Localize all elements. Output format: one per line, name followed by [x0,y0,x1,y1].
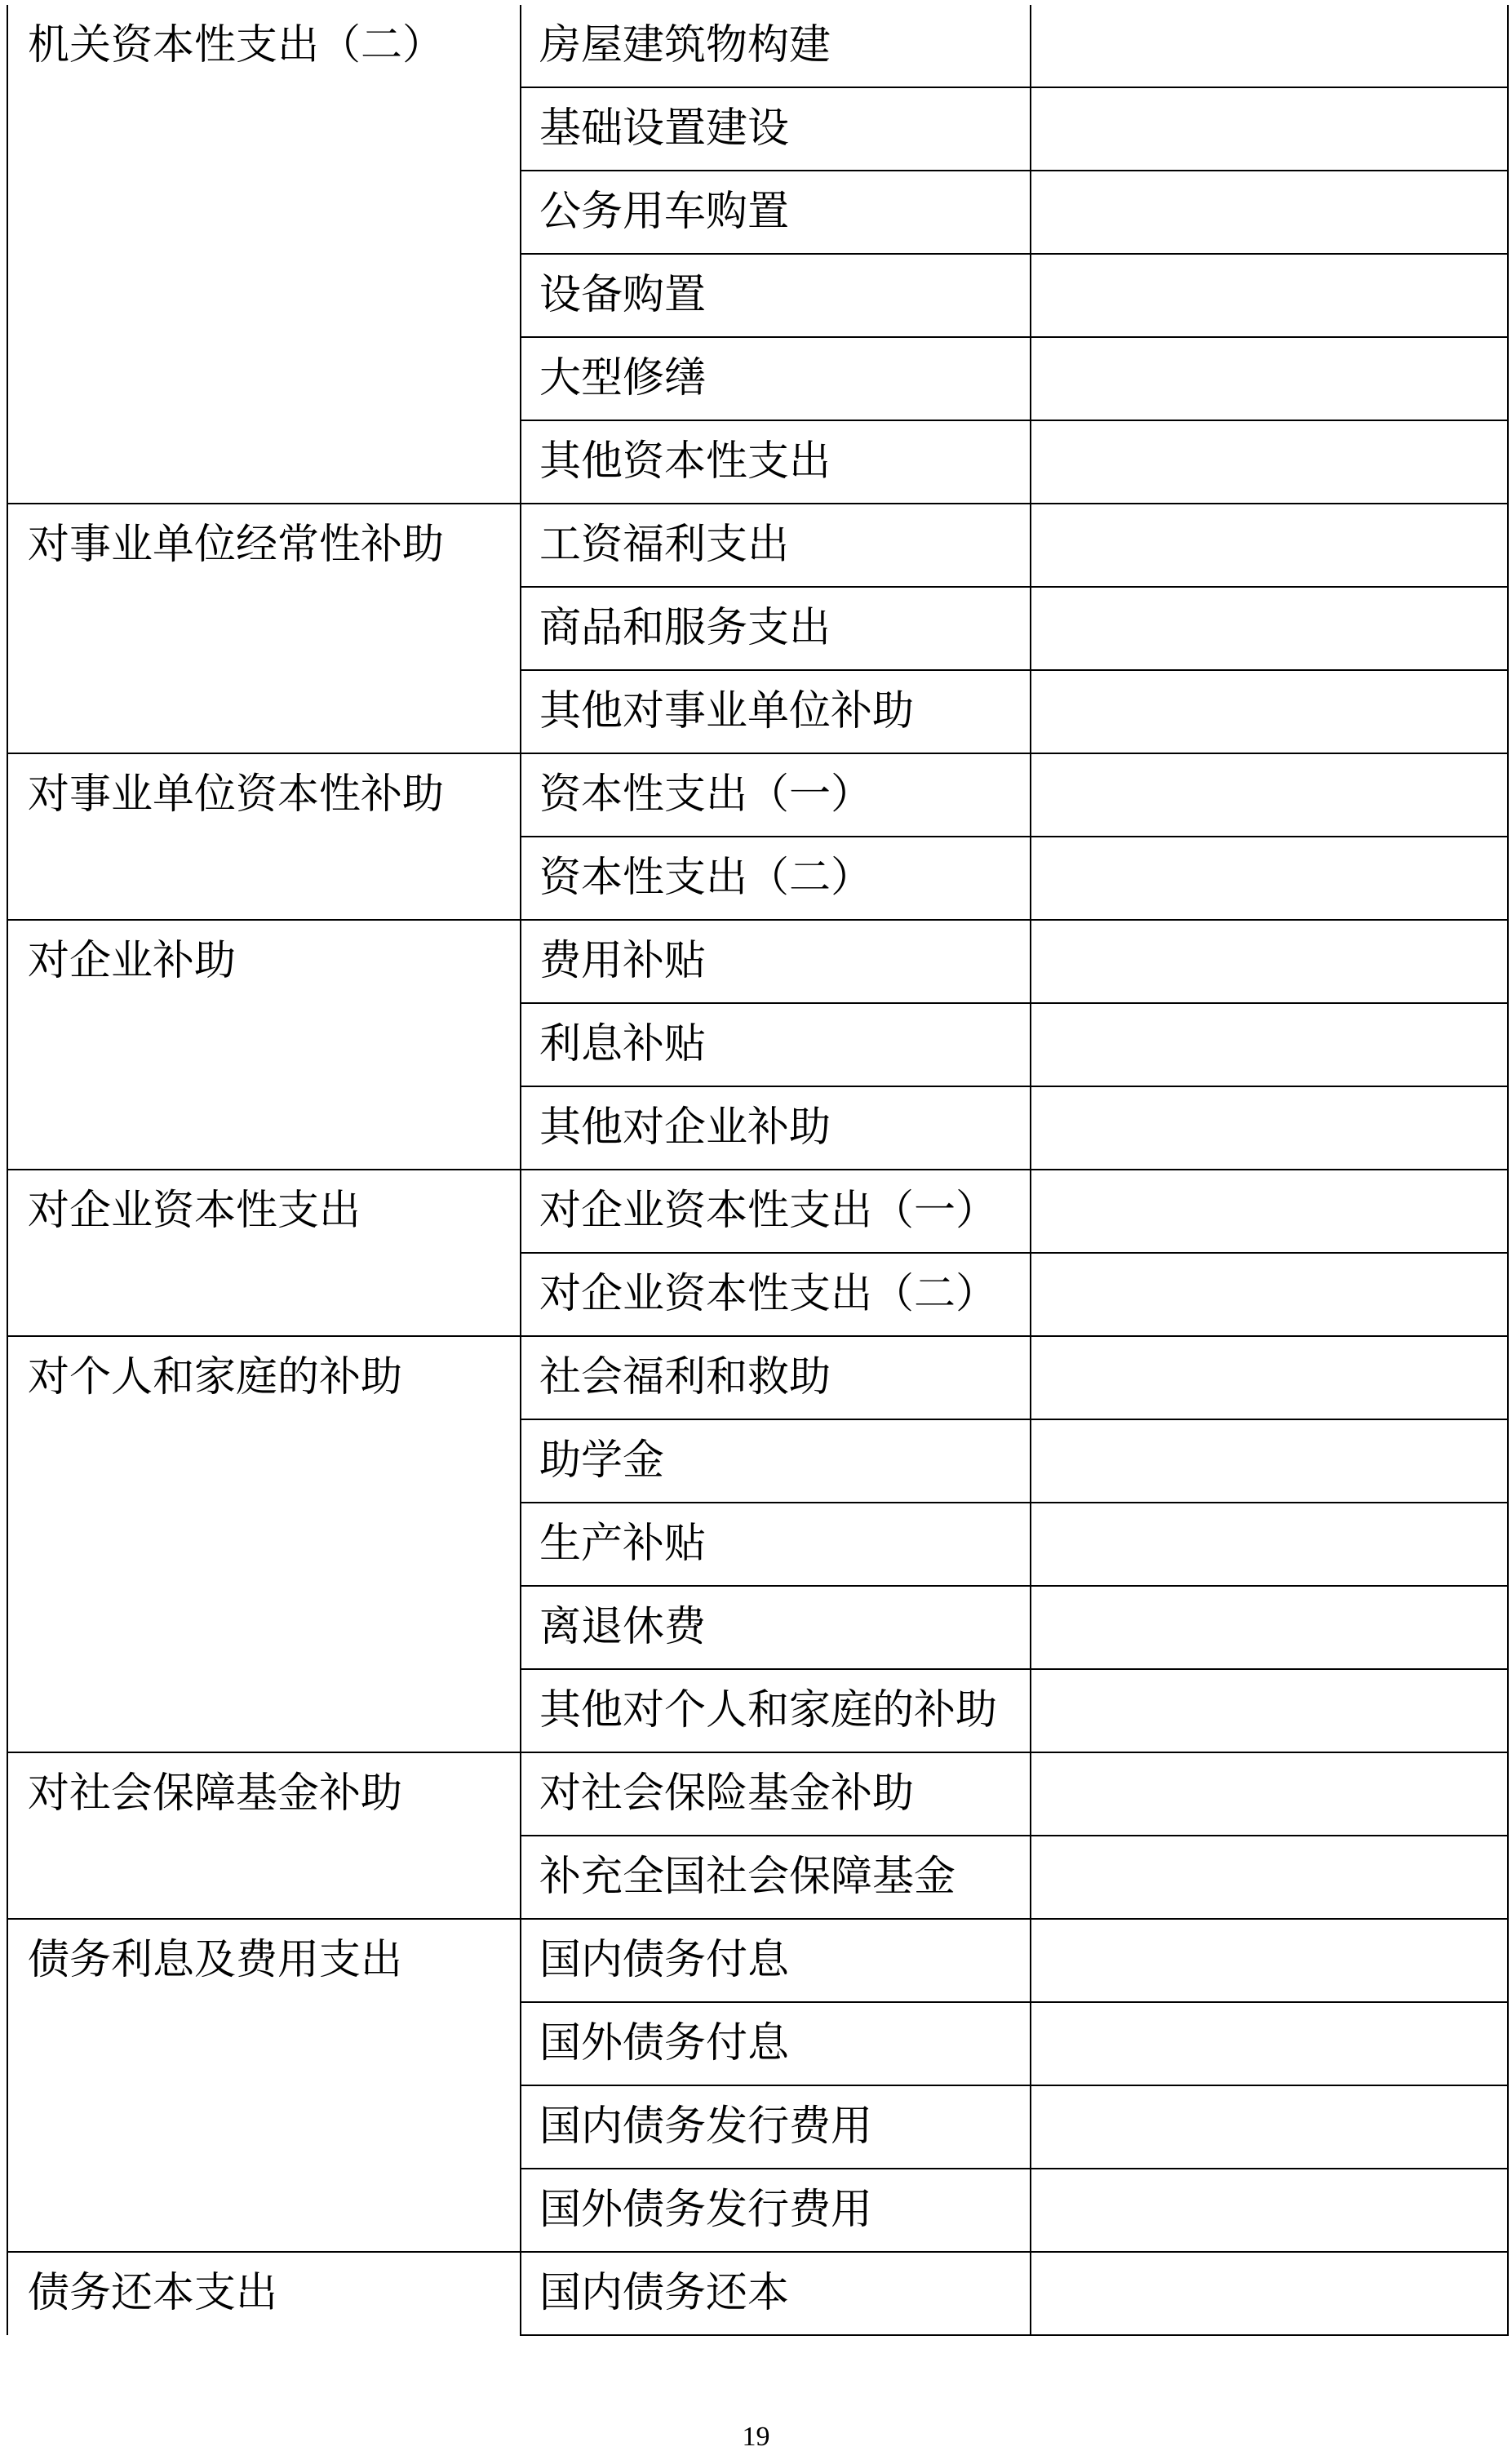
table-row [7,1170,1508,1253]
value-cell [1031,2085,1508,2169]
value-cell [1031,1752,1508,1836]
table-row [7,504,1508,587]
item-cell: 其他资本性支出 [521,420,1031,504]
value-cell [1031,254,1508,337]
item-cell: 社会福利和救助 [521,1336,1031,1419]
value-cell [1031,1503,1508,1586]
value-cell [1031,2169,1508,2252]
item-cell: 国外债务付息 [521,2002,1031,2085]
item-cell: 国外债务发行费用 [521,2169,1031,2252]
item-cell: 对企业资本性支出（一） [521,1170,1031,1253]
item-cell: 设备购置 [521,254,1031,337]
value-cell [1031,837,1508,920]
value-cell [1031,1669,1508,1752]
item-cell: 助学金 [521,1419,1031,1503]
value-cell [1031,920,1508,1003]
item-cell: 公务用车购置 [521,171,1031,254]
value-cell [1031,1003,1508,1086]
value-cell [1031,1586,1508,1669]
category-cell: 对事业单位经常性补助 [7,504,521,753]
value-cell [1031,504,1508,587]
value-cell [1031,670,1508,753]
table-body [7,5,1508,2335]
category-cell: 对社会保障基金补助 [7,1752,521,1919]
value-cell [1031,587,1508,670]
table-row [7,5,1508,87]
item-cell: 生产补贴 [521,1503,1031,1586]
value-cell [1031,1253,1508,1336]
value-cell [1031,1086,1508,1170]
item-cell: 基础设置建设 [521,87,1031,171]
category-cell: 对事业单位资本性补助 [7,753,521,920]
item-cell: 资本性支出（一） [521,753,1031,837]
value-cell [1031,1919,1508,2002]
item-cell: 对社会保险基金补助 [521,1752,1031,1836]
category-cell: 对个人和家庭的补助 [7,1336,521,1752]
value-cell [1031,87,1508,171]
value-cell [1031,1836,1508,1919]
item-cell: 对企业资本性支出（二） [521,1253,1031,1336]
item-cell: 房屋建筑物构建 [521,5,1031,87]
item-cell: 工资福利支出 [521,504,1031,587]
value-cell [1031,2002,1508,2085]
item-cell: 离退休费 [521,1586,1031,1669]
category-cell: 机关资本性支出（二） [7,5,521,504]
table-row [7,753,1508,837]
value-cell [1031,337,1508,420]
table-row [7,1336,1508,1419]
item-cell: 商品和服务支出 [521,587,1031,670]
category-cell: 债务利息及费用支出 [7,1919,521,2252]
table-row [7,1919,1508,2002]
category-cell: 对企业补助 [7,920,521,1170]
item-cell: 国内债务付息 [521,1919,1031,2002]
item-cell: 大型修缮 [521,337,1031,420]
item-cell: 其他对个人和家庭的补助 [521,1669,1031,1752]
table-row [7,2252,1508,2335]
item-cell: 利息补贴 [521,1003,1031,1086]
value-cell [1031,420,1508,504]
category-cell: 债务还本支出 [7,2252,521,2335]
value-cell [1031,5,1508,87]
item-cell: 国内债务还本 [521,2252,1031,2335]
category-cell: 对企业资本性支出 [7,1170,521,1336]
value-cell [1031,2252,1508,2335]
item-cell: 国内债务发行费用 [521,2085,1031,2169]
table-row [7,920,1508,1003]
item-cell: 费用补贴 [521,920,1031,1003]
value-cell [1031,1419,1508,1503]
page-number: 19 [742,2422,770,2452]
item-cell: 其他对事业单位补助 [521,670,1031,753]
value-cell [1031,753,1508,837]
value-cell [1031,1170,1508,1253]
item-cell: 补充全国社会保障基金 [521,1836,1031,1919]
table-row [7,1752,1508,1836]
item-cell: 其他对企业补助 [521,1086,1031,1170]
value-cell [1031,1336,1508,1419]
value-cell [1031,171,1508,254]
item-cell: 资本性支出（二） [521,837,1031,920]
expenditure-table [7,5,1509,2336]
